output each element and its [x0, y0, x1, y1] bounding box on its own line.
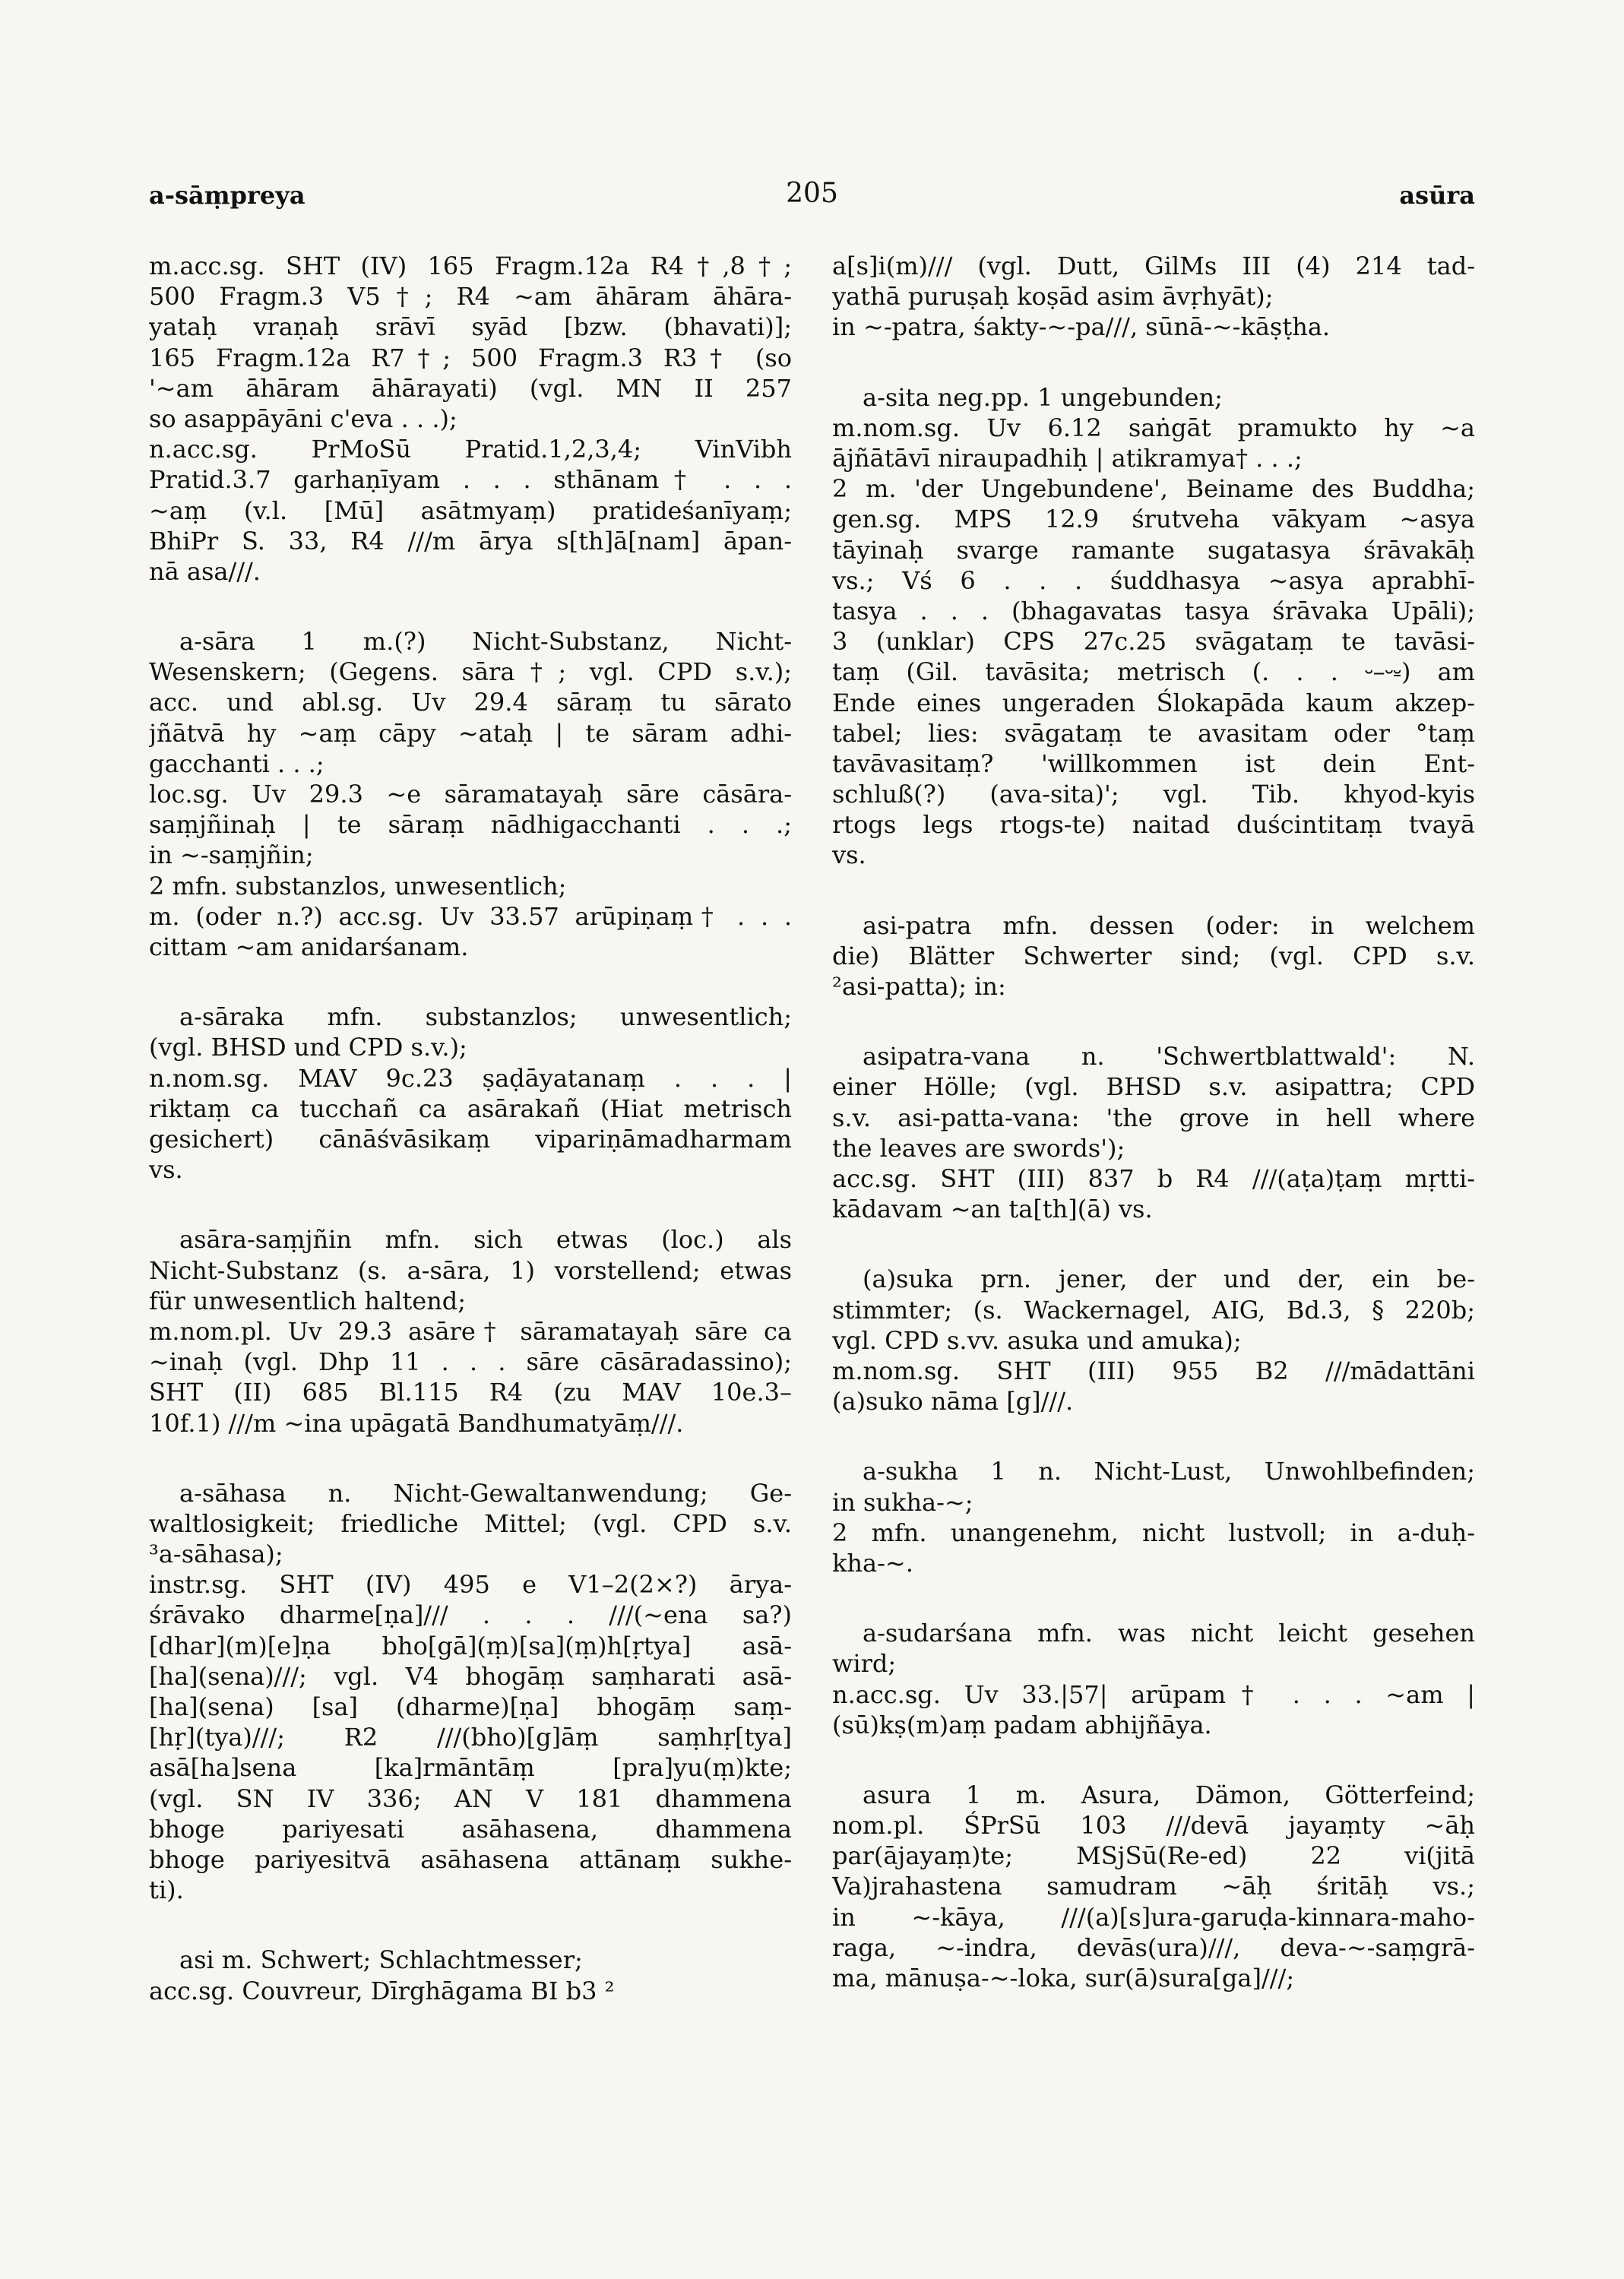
entry-line: acc. und abl.sg. Uv 29.4 sāraṃ tu sārato	[149, 688, 792, 717]
entry-line: nā asa///.	[149, 556, 261, 586]
entry-line: 3 (unklar) CPS 27c.25 svāgataṃ te tavāsi-	[832, 627, 1475, 657]
entry-headline: a-sudarśana mfn. was nicht leicht gesehen	[863, 1619, 1475, 1648]
entry-line: ma, mānuṣa-~-loka, sur(ā)sura[ga]///;	[832, 1964, 1295, 1993]
entry-line: (vgl. BHSD und CPD s.v.);	[149, 1033, 467, 1062]
entry-line: n.acc.sg. Uv 33.|57| arūpam† . . . ~am |	[832, 1679, 1475, 1709]
entry-line: 2 m. 'der Ungebundene', Beiname des Buddha;	[832, 474, 1475, 504]
entry-line: in ~-kāya, ///(a)[s]ura-garuḍa-kinnara-maho-	[832, 1902, 1475, 1932]
entry-line: schluß(?) (ava-sita)'; vgl. Tib. khyod-kyis	[832, 780, 1475, 809]
entry-headline: asipatra-vana n. 'Schwertblattwald': N.	[863, 1042, 1475, 1071]
dictionary-entry	[149, 251, 792, 587]
entry-line: Va)jrahastena samudram ~āḥ śritāḥ vs.;	[832, 1872, 1475, 1901]
entry-line: kādavam ~an ta[th](ā) vs.	[832, 1195, 1153, 1224]
entry-line: in ~-patra, śakty-~-pa///, sūnā-~-kāṣṭha.	[832, 312, 1331, 342]
dictionary-entry	[832, 1618, 1475, 1740]
entry-line: n.acc.sg. PrMoSū Pratid.1,2,3,4; VinVibh	[149, 435, 792, 464]
entry-line: [dhar](m)[e]ṇa bho[gā](ṃ)[sa](ṃ)h[ṛtya] asā-	[149, 1631, 792, 1660]
entry-headline: a-sāhasa n. Nicht-Gewaltanwendung; Ge-	[179, 1478, 792, 1508]
entry-line: vs.	[149, 1155, 183, 1185]
dictionary-entry	[832, 1264, 1475, 1416]
entry-line: ²asi-patta); in:	[832, 972, 1006, 1002]
page-number: 205	[786, 178, 838, 209]
entry-line: BhiPr S. 33, R4 ///m ārya s[th]ā[nam] āpan-	[149, 526, 792, 556]
entry-headline: asura 1 m. Asura, Dämon, Götterfeind;	[863, 1780, 1475, 1809]
entry-line: ³a-sāhasa);	[149, 1540, 283, 1569]
entry-line: stimmter; (s. Wackernagel, AIG, Bd.3, § 220b;	[832, 1295, 1475, 1325]
entry-line: nom.pl. ŚPrSū 103 ///devā jayaṃty ~āḥ	[832, 1811, 1475, 1841]
entry-line: m.nom.sg. SHT (III) 955 B2 ///mādattāni	[832, 1356, 1475, 1385]
entry-line: in ~-saṃjñin;	[149, 840, 314, 870]
dictionary-entry	[832, 251, 1475, 343]
entry-line: yathā puruṣaḥ koṣād asim āvṛhyāt);	[832, 282, 1274, 312]
entry-line: the leaves are swords');	[832, 1133, 1125, 1163]
dictionary-entry	[832, 1780, 1475, 1993]
running-head-left: a-sāṃpreya	[149, 181, 305, 210]
entry-line: m. (oder n.?) acc.sg. Uv 33.57 arūpiṇaṃ† . . .	[149, 901, 792, 931]
entry-line: die) Blätter Schwerter sind; (vgl. CPD s.v.	[832, 941, 1475, 970]
entry-line: tasya . . . (bhagavatas tasya śrāvaka Upāli);	[832, 596, 1475, 625]
entry-line: 2 mfn. unangenehm, nicht lustvoll; in a-duḥ-	[832, 1518, 1475, 1547]
dictionary-entry	[832, 1041, 1475, 1224]
entry-line: ~aṃ (v.l. [Mū] asātmyaṃ) pratideśanīyaṃ;	[149, 495, 792, 525]
entry-line: Pratid.3.7 garhaṇīyam . . . sthānam† . . .	[149, 465, 792, 495]
entry-line: 165 Fragm.12a R7†; 500 Fragm.3 R3† (so	[149, 343, 792, 372]
dictionary-entry	[149, 1478, 792, 1906]
entry-line: '~am āhāram āhārayati) (vgl. MN II 257	[149, 373, 792, 403]
left-column	[149, 251, 792, 2006]
dictionary-entry	[832, 382, 1475, 871]
entry-headline: (a)suka prn. jener, der und der, ein be-	[863, 1265, 1475, 1294]
entry-line: Wesenskern; (Gegens. sāra†; vgl. CPD s.v.);	[149, 657, 792, 687]
entry-line: yataḥ vraṇaḥ srāvī syād [bzw. (bhavati)];	[149, 312, 792, 342]
entry-line: asā[ha]sena [ka]rmāntāṃ [pra]yu(ṃ)kte;	[149, 1753, 792, 1783]
entry-line: taṃ (Gil. tavāsita; metrisch (. . . ⏑–⏑⏓) am	[832, 657, 1475, 687]
entry-line: śrāvako dharme[ṇa]/// . . . ///(~ena sa?)	[149, 1600, 792, 1630]
entry-line: m.nom.pl. Uv 29.3 asāre† sāramatayaḥ sāre ca	[149, 1316, 792, 1346]
entry-headline: asi-patra mfn. dessen (oder: in welchem	[863, 910, 1475, 940]
entry-headline: asāra-saṃjñin mfn. sich etwas (loc.) als	[179, 1225, 792, 1255]
entry-line: instr.sg. SHT (IV) 495 e V1–2(2×?) ārya-	[149, 1570, 792, 1600]
entry-headline: asi m. Schwert; Schlachtmesser;	[179, 1945, 583, 1975]
entry-line: gesichert) cānāśvāsikaṃ vipariṇāmadharmam	[149, 1124, 792, 1154]
entry-line: cittam ~am anidarśanam.	[149, 932, 469, 962]
entry-line: so asappāyāni c'eva . . .);	[149, 404, 457, 433]
entry-line: SHT (II) 685 Bl.115 R4 (zu MAV 10e.3–	[149, 1378, 792, 1407]
entry-line: tabel; lies: svāgataṃ te avasitam oder °taṃ	[832, 718, 1475, 748]
entry-headline: a-sita neg.pp. 1 ungebunden;	[863, 382, 1223, 412]
entry-line: (sū)kṣ(m)aṃ padam abhijñāya.	[832, 1710, 1212, 1739]
entry-line: für unwesentlich haltend;	[149, 1286, 467, 1315]
dictionary-entry	[149, 1224, 792, 1438]
entry-line: wird;	[832, 1649, 897, 1679]
dictionary-entry	[832, 910, 1475, 1002]
entry-line: n.nom.sg. MAV 9c.23 ṣaḍāyatanaṃ . . . |	[149, 1063, 792, 1093]
entry-line: tavāvasitaṃ? 'willkommen ist dein Ent-	[832, 749, 1475, 778]
entry-line: raga, ~-indra, devās(ura)///, deva-~-saṃgrā-	[832, 1932, 1475, 1962]
entry-line: (vgl. SN IV 336; AN V 181 dhammena	[149, 1784, 792, 1813]
entry-line: ti).	[149, 1875, 184, 1905]
entry-line: in sukha-~;	[832, 1487, 973, 1517]
entry-line: vs.; Vś 6 . . . śuddhasya ~asya aprabhī-	[832, 565, 1475, 595]
entry-line: m.nom.sg. Uv 6.12 saṅgāt pramukto hy ~a	[832, 413, 1475, 442]
entry-line: Nicht-Substanz (s. a-sāra, 1) vorstellend; etwas	[149, 1255, 792, 1285]
entry-line: (a)suko nāma [g]///.	[832, 1387, 1074, 1416]
dictionary-entry	[832, 1456, 1475, 1578]
entry-headline: a[s]i(m)/// (vgl. Dutt, GilMs III (4) 214 tad-	[832, 252, 1475, 280]
entry-line: ājñātāvī niraupadhiḥ | atikramya† . . .;	[832, 443, 1303, 473]
entry-line: vgl. CPD s.vv. asuka und amuka);	[832, 1325, 1242, 1355]
entry-line: saṃjñinaḥ | te sāraṃ nādhigacchanti . . .;	[149, 810, 792, 840]
entry-line: Ende eines ungeraden Ślokapāda kaum akzep-	[832, 688, 1475, 717]
entry-line: [ha](sena) [sa] (dharme)[ṇa] bhogāṃ saṃ-	[149, 1692, 792, 1722]
running-head-right: asūra	[1399, 181, 1475, 210]
entry-line: gen.sg. MPS 12.9 śrutveha vākyam ~asya	[832, 505, 1475, 534]
entry-line: einer Hölle; (vgl. BHSD s.v. asipattra; CPD	[832, 1072, 1475, 1102]
entry-line: waltlosigkeit; friedliche Mittel; (vgl. CPD s.v.	[149, 1508, 792, 1538]
entry-headline: a-sāraka mfn. substanzlos; unwesentlich;	[179, 1002, 792, 1032]
entry-line: ~inaḥ (vgl. Dhp 11 . . . sāre cāsāradassino);	[149, 1347, 792, 1377]
entry-line: [ha](sena)///; vgl. V4 bhogāṃ saṃharati asā-	[149, 1661, 792, 1691]
entry-line: bhoge pariyesati asāhasena, dhammena	[149, 1814, 792, 1844]
entry-line: [hṛ](tya)///; R2 ///(bho)[g]āṃ saṃhṛ[tya]	[149, 1723, 792, 1752]
entry-line: par(ājayaṃ)te; MSjSū(Re-ed) 22 vi(jitā	[832, 1841, 1475, 1871]
entry-line: bhoge pariyesitvā asāhasena attānaṃ sukhe-	[149, 1844, 792, 1874]
entry-line: kha-~.	[832, 1548, 913, 1578]
entry-line: 500 Fragm.3 V5†; R4 ~am āhāram āhāra-	[149, 282, 792, 312]
entry-line: acc.sg. SHT (III) 837 b R4 ///(aṭa)ṭaṃ mṛtti-	[832, 1163, 1475, 1193]
entry-line: s.v. asi-patta-vana: 'the grove in hell where	[832, 1103, 1475, 1132]
entry-headline: a-sukha 1 n. Nicht-Lust, Unwohlbefinden;	[863, 1457, 1475, 1486]
dictionary-entry	[149, 626, 792, 962]
entry-headline: m.acc.sg. SHT (IV) 165 Fragm.12a R4†,8†;	[149, 252, 792, 280]
entry-line: tāyinaḥ svarge ramante sugatasya śrāvakāḥ	[832, 535, 1475, 565]
entry-line: acc.sg. Couvreur, Dīrghāgama BI b3 ²	[149, 1976, 615, 2005]
entry-line: vs.	[832, 840, 866, 870]
entry-line: loc.sg. Uv 29.3 ~e sāramatayaḥ sāre cāsāra-	[149, 780, 792, 809]
entry-line: 10f.1) ///m ~ina upāgatā Bandhumatyāṃ///.	[149, 1408, 684, 1438]
entry-line: gacchanti . . .;	[149, 749, 324, 778]
entry-line: jñātvā hy ~aṃ cāpy ~ataḥ | te sāram adhi-	[149, 718, 792, 748]
dictionary-entry	[149, 1002, 792, 1185]
entry-line: 2 mfn. substanzlos, unwesentlich;	[149, 871, 567, 901]
entry-headline: a-sāra 1 m.(?) Nicht-Substanz, Nicht-	[179, 627, 792, 657]
dictionary-entry	[149, 1945, 792, 2005]
entry-line: rtogs legs rtogs-te) naitad duścintitaṃ tvayā	[832, 810, 1475, 840]
right-column	[832, 251, 1475, 1993]
entry-line: riktaṃ ca tucchañ ca asārakañ (Hiat metrisch	[149, 1094, 792, 1123]
